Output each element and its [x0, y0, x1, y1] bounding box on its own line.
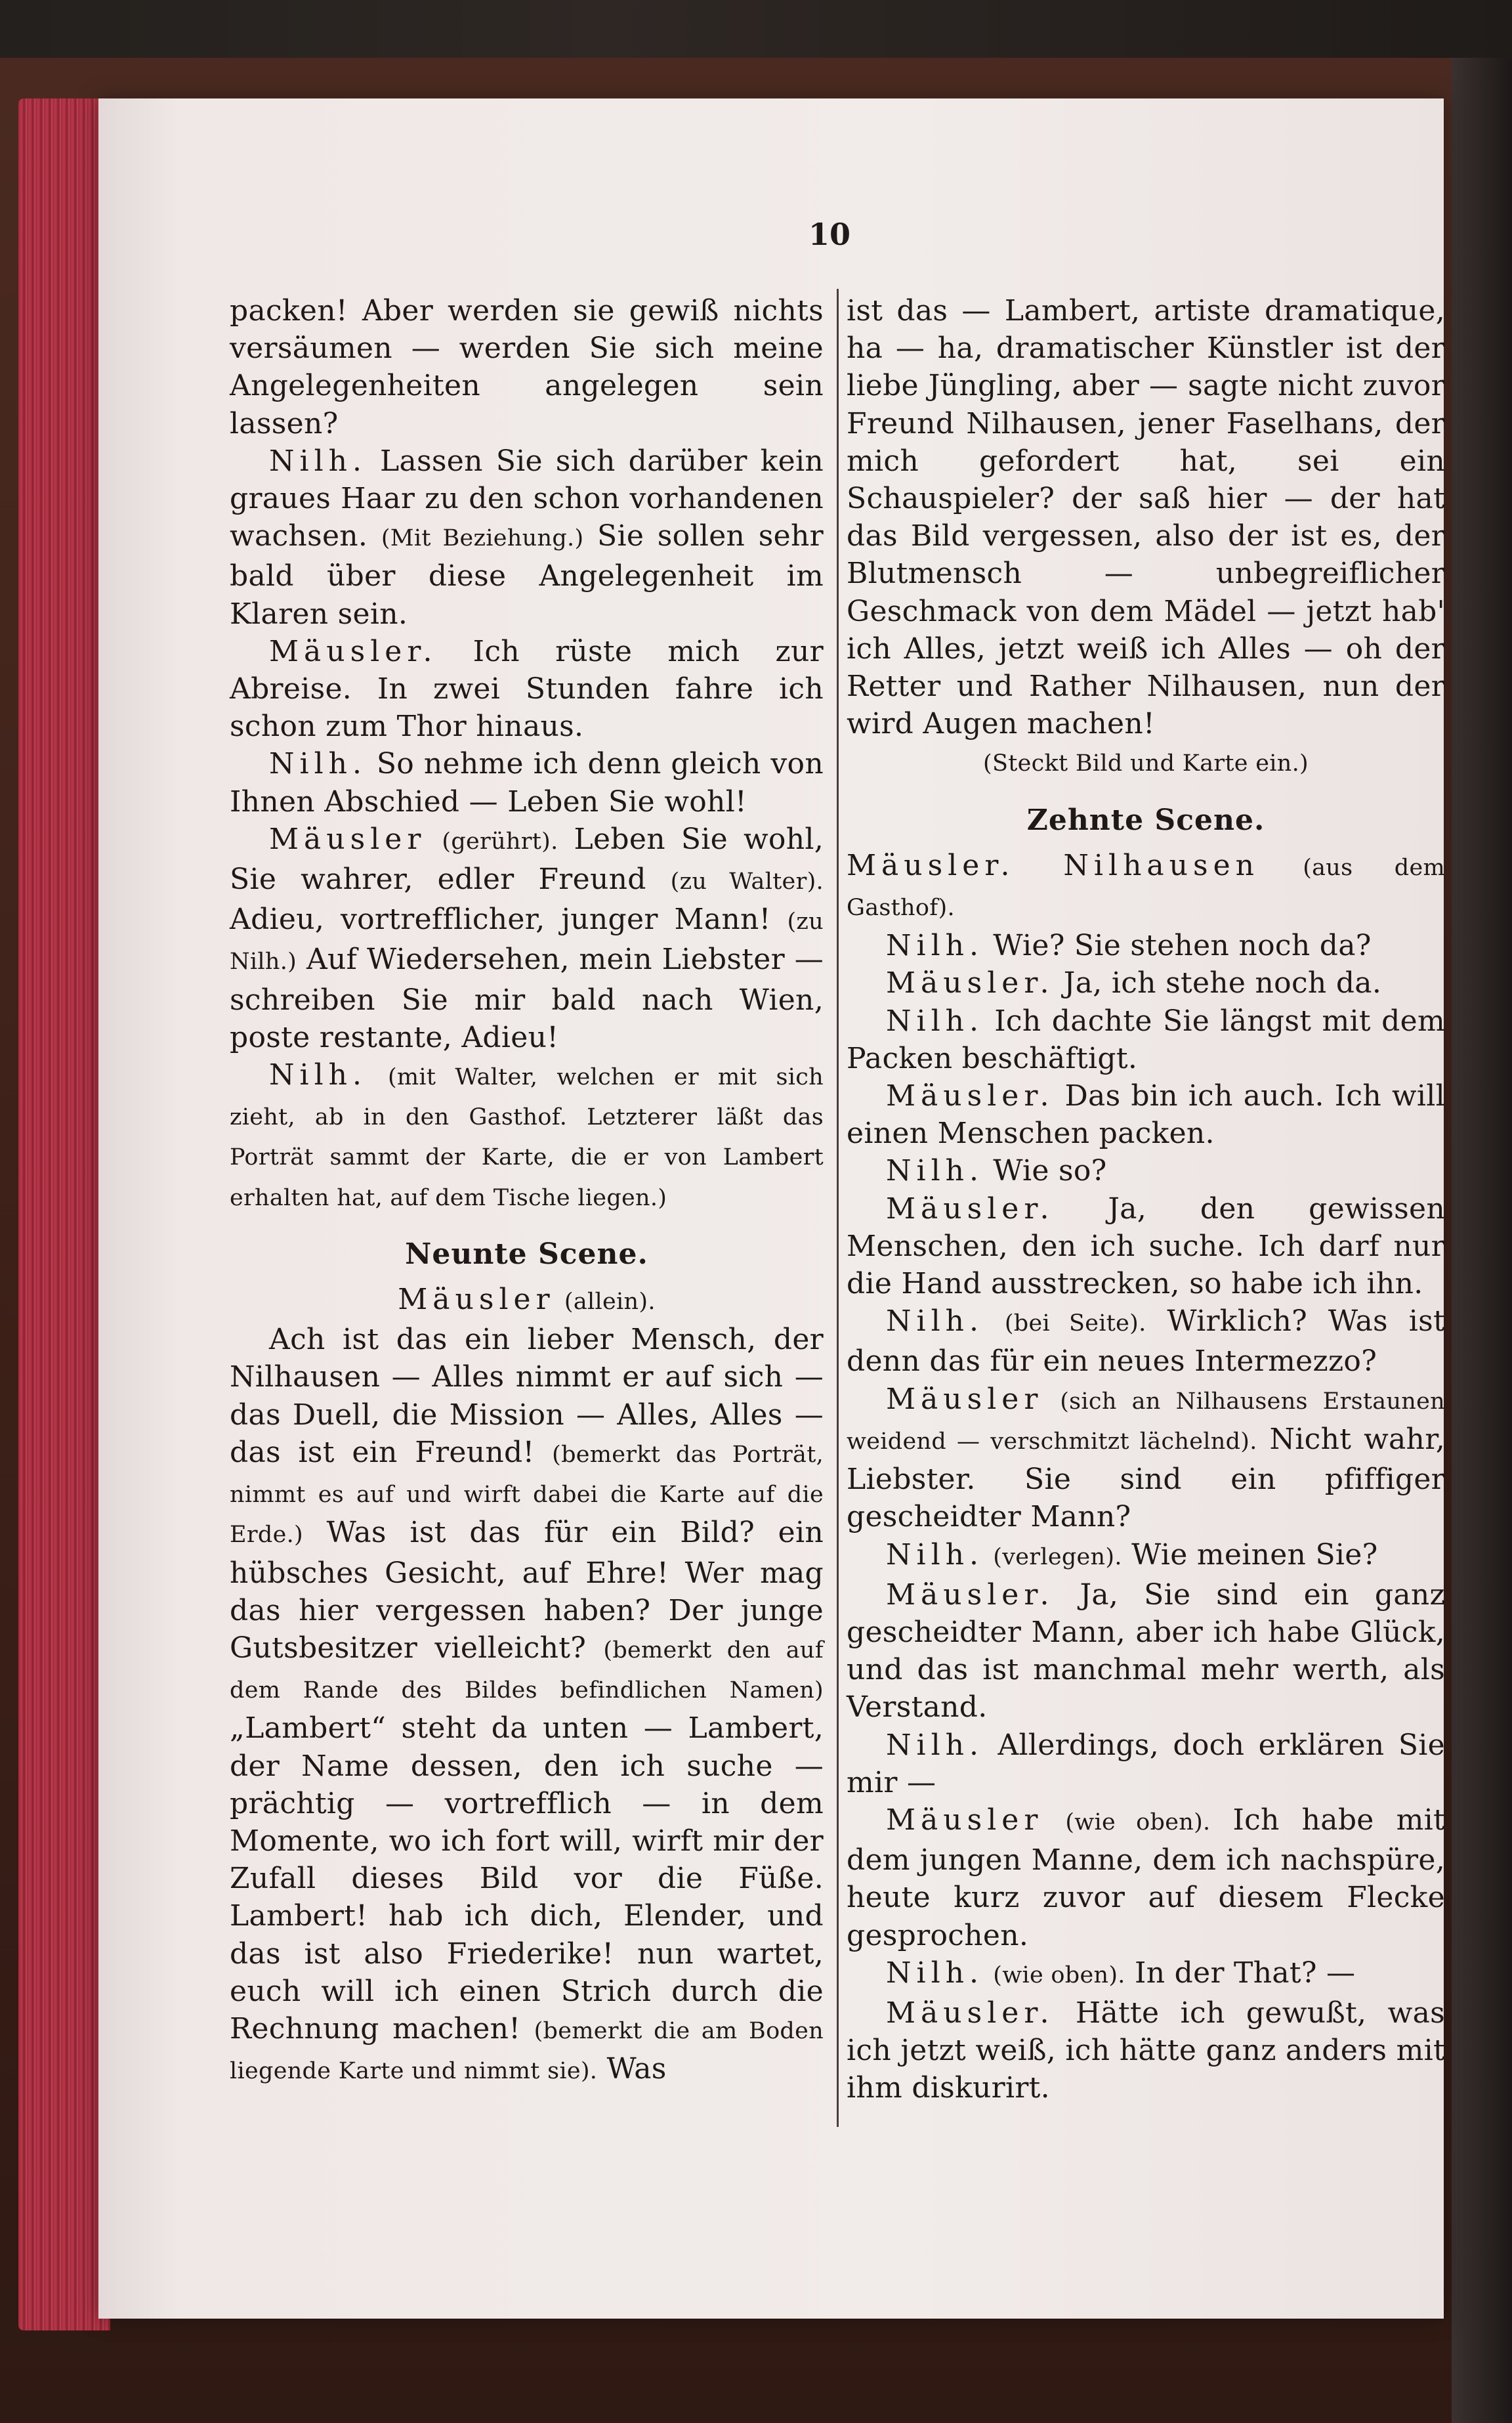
- left-column: [230, 292, 824, 2090]
- stage-direction: (wie oben).: [1065, 1809, 1211, 1835]
- speech-text: Ja, den gewissen Menschen, den ich suche. Ich darf nur die Hand ausstrecken, so habe ich ihn.: [847, 1191, 1445, 1301]
- speaker-name: Nilh.: [886, 1728, 984, 1762]
- speech-text: Wirklich?: [1167, 1304, 1307, 1339]
- speech: [847, 1801, 1445, 1954]
- stage-direction: (verlegen).: [993, 1543, 1122, 1570]
- speech: [230, 745, 824, 820]
- speech-text: Was ist denn das für ein neues Intermezzo?: [847, 1304, 1446, 1379]
- speaker-name: Mäusler.: [886, 1191, 1055, 1226]
- speech-text: Hätte ich gewußt, was ich jetzt weiß, ich hätte ganz anders mit ihm diskurirt.: [847, 1996, 1445, 2105]
- speech-text: Wie so?: [993, 1154, 1107, 1188]
- speaker-name: Nilh.: [886, 1537, 984, 1572]
- speech-text: Ich rüste mich zur Abreise. In zwei Stunden fahre ich schon zum Thor hinaus.: [230, 634, 824, 744]
- speech-text: Ja, Sie sind ein ganz gescheidter Mann, aber ich habe Glück, und das ist manchmal mehr werth, als Verstand.: [847, 1577, 1445, 1725]
- speech-text: Ich dachte Sie längst mit dem Packen beschäftigt.: [847, 1004, 1445, 1075]
- speaker-name: Mäusler. Nilhausen: [847, 848, 1259, 882]
- stage-direction: (Steckt Bild und Karte ein.): [983, 750, 1309, 777]
- stage-direction: (mit Walter, welchen er mit sich zieht, ab in den Gasthof. Letzterer läßt das Porträt sammt der Karte, die er von Lambert erhalten hat, auf dem Tische liegen.): [230, 1064, 824, 1211]
- speech: [230, 633, 824, 746]
- stage-direction: (bei Seite).: [1004, 1310, 1146, 1337]
- speech-text: Allerdings, doch erklären Sie mir —: [847, 1728, 1445, 1799]
- speaker-name: Nilh.: [886, 1304, 984, 1339]
- speech: [847, 1536, 1445, 1576]
- speech: [847, 1190, 1445, 1303]
- speech-text: Ach ist das ein lieber Mensch, der Nilhausen — Alles nimmt er auf sich — das Duell, die Mission — Alles, Alles — das ist ein Freund!: [230, 1323, 824, 1469]
- speaker-name: Nilh.: [269, 444, 367, 478]
- speech: [847, 1077, 1445, 1152]
- speech: [847, 1381, 1445, 1536]
- speaker-name: Mäusler.: [269, 634, 438, 668]
- speaker-name: Mäusler: [269, 822, 427, 856]
- speech-text: Das bin ich auch. Ich will einen Menschen packen.: [847, 1079, 1445, 1151]
- column-divider: [837, 289, 839, 2127]
- stage-direction: (bemerkt das Porträt, nimmt es auf und wirft dabei die Karte auf die Erde.): [230, 1441, 824, 1549]
- speech-text: Auf Wiedersehen, mein Liebster — schreiben Sie mir bald nach Wien, poste restante, Adieu!: [230, 943, 824, 1054]
- speech: [230, 442, 824, 633]
- speech-text: Sie sollen sehr bald über diese Angelegenheit im Klaren sein.: [230, 519, 824, 631]
- scene-cast: [230, 1281, 824, 1321]
- paragraph: [847, 292, 1445, 742]
- page-edges-red: [18, 98, 110, 2330]
- dialogue: [847, 927, 1445, 2107]
- page-number: 10: [808, 217, 851, 252]
- speech-text: Adieu, vortrefflicher, junger Mann!: [230, 903, 771, 937]
- stage-direction: (gerührt).: [442, 828, 558, 855]
- speech: [230, 821, 824, 1056]
- speech-text: Wie? Sie stehen noch da?: [993, 929, 1372, 963]
- speech-text: Ich habe mit dem jungen Manne, dem ich nachspüre, heute kurz zuvor auf diesem Flecke gesprochen.: [847, 1803, 1445, 1952]
- speaker-name: Nilh.: [269, 747, 367, 781]
- speaker-name: Nilh.: [886, 929, 984, 963]
- speaker-name: Mäusler.: [886, 966, 1055, 1000]
- speaker-name: Nilh.: [269, 1058, 367, 1092]
- speech-text: Nicht wahr, Liebster. Sie sind ein pfiffiger gescheidter Mann?: [847, 1422, 1445, 1534]
- stage-direction: (zu Walter).: [670, 868, 824, 895]
- speech-text: Lassen Sie sich darüber kein graues Haar zu den schon vorhandenen wachsen.: [230, 444, 824, 553]
- stage-direction: (bemerkt den auf dem Rande des Bildes befindlichen Namen): [230, 1637, 824, 1704]
- speech: [230, 1056, 824, 1217]
- scene-heading: Neunte Scene.: [405, 1237, 648, 1271]
- speech: [847, 964, 1445, 1002]
- speaker-name: Nilh.: [886, 1956, 984, 1990]
- stage-direction: (aus dem Gasthof).: [847, 854, 1445, 922]
- speaker-name: Mäusler: [398, 1283, 555, 1317]
- speech: [847, 927, 1445, 964]
- speech-text: „Lambert“ steht da unten — Lambert, der Name dessen, den ich suche — prächtig — vortrefflich — in dem Momente, wo ich fort will, wirft mir der Zufall dieses Bild vor die Füße. Lambert! hab ich dich, Elender, und das ist also Friederike! nun wartet, euch will ich einen Strich durch die Rechnung machen!: [230, 1711, 824, 2046]
- speech-text: Was: [606, 2052, 667, 2086]
- right-column: [847, 292, 1445, 2107]
- speech: [847, 1726, 1445, 1801]
- stage-direction: (wie oben).: [993, 1962, 1125, 1988]
- speech: [847, 1152, 1445, 1190]
- stage-direction-line: [847, 742, 1445, 783]
- speech-text: Leben Sie wohl, Sie wahrer, edler Freund: [230, 822, 824, 897]
- speaker-name: Mäusler: [886, 1803, 1043, 1837]
- speaker-name: Mäusler.: [886, 1079, 1055, 1113]
- speaker-name: Mäusler.: [886, 1577, 1055, 1612]
- stage-direction: (allein).: [564, 1289, 656, 1316]
- speaker-name: Mäusler: [886, 1382, 1043, 1416]
- scene-cast: [847, 847, 1445, 927]
- speaker-name: Nilh.: [886, 1154, 984, 1188]
- speech: [847, 1302, 1445, 1380]
- book-cover-edge: [1452, 58, 1512, 2423]
- speech-text: Wie meinen Sie?: [1131, 1537, 1378, 1572]
- stage-direction: (sich an Nilhausens Erstaunen weidend — verschmitzt lächelnd).: [847, 1388, 1445, 1455]
- speech: [847, 1002, 1445, 1077]
- speech: [847, 1994, 1445, 2107]
- speech-text: In der That? —: [1135, 1956, 1356, 1990]
- speaker-name: Nilh.: [886, 1004, 984, 1038]
- speaker-name: Mäusler.: [886, 1996, 1055, 2030]
- speech: [847, 1954, 1445, 1994]
- speech-text: So nehme ich denn gleich von Ihnen Abschied — Leben Sie wohl!: [230, 747, 824, 819]
- scene-heading: Zehnte Scene.: [1026, 803, 1265, 837]
- speech-text: Was ist das für ein Bild? ein hübsches Gesicht, auf Ehre! Wer mag das hier vergessen haben? Der junge Gutsbesitzer vielleicht?: [230, 1516, 824, 1665]
- stage-direction: (bemerkt die am Boden liegende Karte und nimmt sie).: [230, 2017, 824, 2085]
- paragraph: packen! Aber werden sie gewiß nichts versäumen — werden Sie sich meine Angelegenheiten angelegen sein lassen?: [230, 294, 824, 440]
- speech-text: Ja, ich stehe noch da.: [1063, 966, 1382, 1000]
- stage-direction: (zu Nilh.): [230, 909, 824, 976]
- speech-text: ist das — Lambert, artiste dramatique, ha — ha, dramatischer Künstler ist der liebe Jüngling, aber — sagte nicht zuvor Freund Nilhausen, jener Faselhans, der mich gefordert hat, sei ein Schauspieler? der saß hier — der hat das Bild vergessen, also der ist es, der Blutmensch — unbegreiflicher Geschmack von dem Mädel — jetzt hab' ich Alles, jetzt weiß ich Alles — oh der Retter und Rather Nilhausen, nun der wird Augen machen!: [847, 294, 1445, 741]
- speech: [847, 1576, 1445, 1726]
- stage-direction: (Mit Beziehung.): [381, 525, 584, 552]
- monologue: [230, 1321, 824, 2090]
